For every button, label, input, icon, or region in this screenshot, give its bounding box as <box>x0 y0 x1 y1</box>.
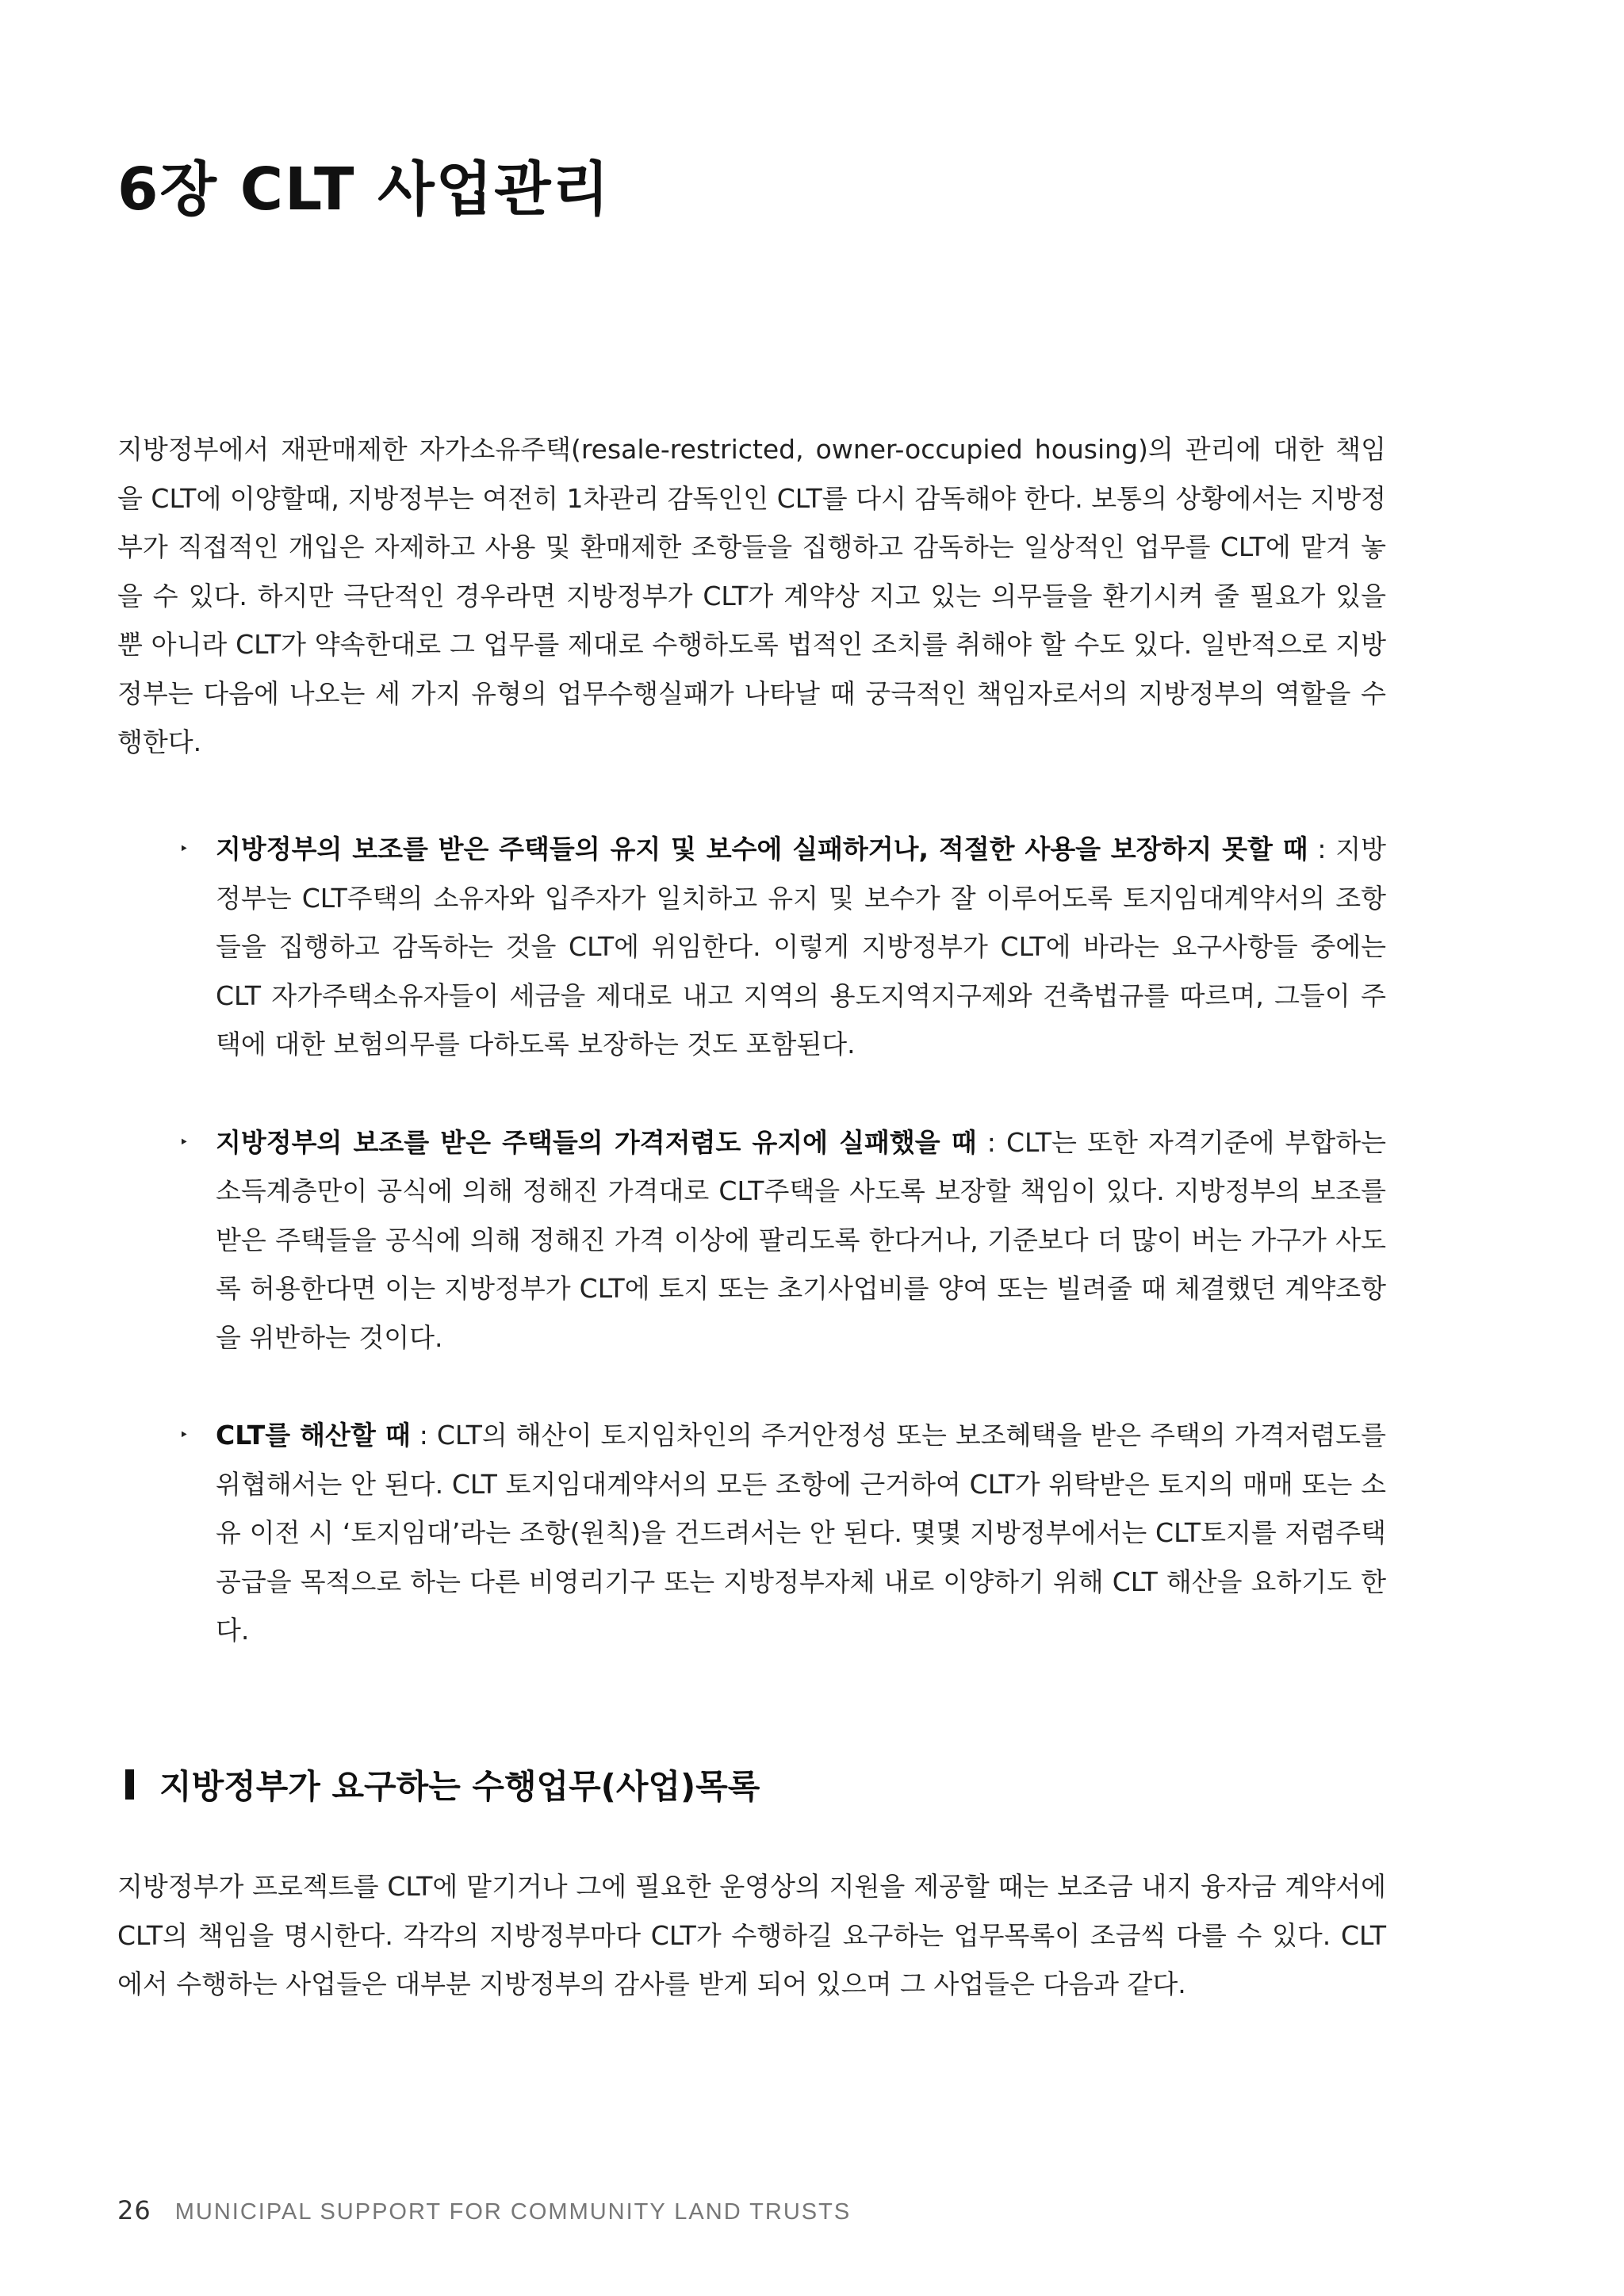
bullet-title: CLT를 해산할 때 <box>216 1420 411 1451</box>
bullet-text: CLT는 또한 자격기준에 부합하는 소득계층만이 공식에 의해 정해진 가격대로 CLT주택을 사도록 보장할 책임이 있다. 지방정부의 보조를 받은 주택들을 공식에 의해 정해진 가격 이상에 팔리도록 한다거나, 기준보다 더 많이 버는 가구가 사도록 허용한다면 이는 지방정부가 CLT에 토지 또는 초기사업비를 양여 또는 빌려줄 때 체결했던 계약조항을 위반하는 것이다. <box>216 1126 1386 1353</box>
bullet-title: 지방정부의 보조를 받은 주택들의 유지 및 보수에 실패하거나, 적절한 사용을 보장하지 못할 때 <box>216 834 1308 864</box>
section-heading <box>125 1761 760 1808</box>
bullet-text: 지방정부는 CLT주택의 소유자와 입주자가 일치하고 유지 및 보수가 잘 이루어도록 토지임대계약서의 조항들을 집행하고 감독하는 것을 CLT에 위임한다. 이렇게 지방정부가 CLT에 바라는 요구사항들 중에는 CLT 자가주택소유자들이 세금을 제대로 내고 지역의 용도지역지구제와 건축법규를 따르며, 그들이 주택에 대한 보험의무를 다하도록 보장하는 것도 포함된다. <box>216 834 1387 1060</box>
bullet-separator: : <box>410 1420 437 1451</box>
bullet-triangle-icon: ‣ <box>179 1132 189 1152</box>
bullet-title: 지방정부의 보조를 받은 주택들의 가격저렴도 유지에 실패했을 때 <box>216 1126 977 1158</box>
publication-title: MUNICIPAL SUPPORT FOR COMMUNITY LAND TRUSTS <box>174 2199 852 2225</box>
list-item <box>117 825 1386 1069</box>
section-heading-text: 지방정부가 요구하는 수행업무(사업)목록 <box>159 1767 760 1806</box>
chapter-title: 6장 CLT 사업관리 <box>117 155 611 224</box>
intro-paragraph: 지방정부에서 재판매제한 자가소유주택(resale-restricted, owner-occupied housing)의 관리에 대한 책임을 CLT에 이양할때, 지방정부는 여전히 1차관리 감독인인 CLT를 다시 감독해야 한다. 보통의 상황에서는 지방정부가 직접적인 개입은 자제하고 사용 및 환매제한 조항들을 집행하고 감독하는 일상적인 업무를 CLT에 맡겨 놓을 수 있다. 하지만 극단적인 경우라면 지방정부가 CLT가 계약상 지고 있는 의무들을 환기시켜 줄 필요가 있을 뿐 아니라 CLT가 약속한대로 그 업무를 제대로 수행하도록 법적인 조치를 취해야 할 수도 있다. 일반적으로 지방정부는 다음에 나오는 세 가지 유형의 업무수행실패가 나타날 때 궁극적인 책임자로서의 지방정부의 역할을 수행한다. <box>117 434 1386 757</box>
list-item <box>117 1118 1386 1363</box>
section-paragraph: 지방정부가 프로젝트를 CLT에 맡기거나 그에 필요한 운영상의 지원을 제공할 때는 보조금 내지 융자금 계약서에 CLT의 책임을 명시한다. 각각의 지방정부마다 CLT가 수행하길 요구하는 업무목록이 조금씩 다를 수 있다. CLT에서 수행하는 사업들은 대부분 지방정부의 감사를 받게 되어 있으며 그 사업들은 다음과 같다. <box>117 1871 1386 1999</box>
page-number: 26 <box>117 2195 151 2225</box>
bullet-triangle-icon: ‣ <box>179 839 189 858</box>
list-item <box>117 1411 1386 1655</box>
bullet-triangle-icon: ‣ <box>179 1425 189 1444</box>
heading-bar-icon <box>125 1769 134 1800</box>
failure-type-list <box>117 825 1386 1704</box>
bullet-separator: : <box>976 1126 1007 1158</box>
bullet-text: CLT의 해산이 토지임차인의 주거안정성 또는 보조혜택을 받은 주택의 가격저렴도를 위협해서는 안 된다. CLT 토지임대계약서의 모든 조항에 근거하여 CLT가 위탁받은 토지의 매매 또는 소유 이전 시 ‘토지임대’라는 조항(원칙)을 건드려서는 안 된다. 몇몇 지방정부에서는 CLT토지를 저렴주택공급을 목적으로 하는 다른 비영리기구 또는 지방정부자체 내로 이양하기 위해 CLT 해산을 요하기도 한다. <box>216 1420 1386 1646</box>
page-footer <box>117 2195 851 2225</box>
bullet-separator: : <box>1308 834 1336 864</box>
